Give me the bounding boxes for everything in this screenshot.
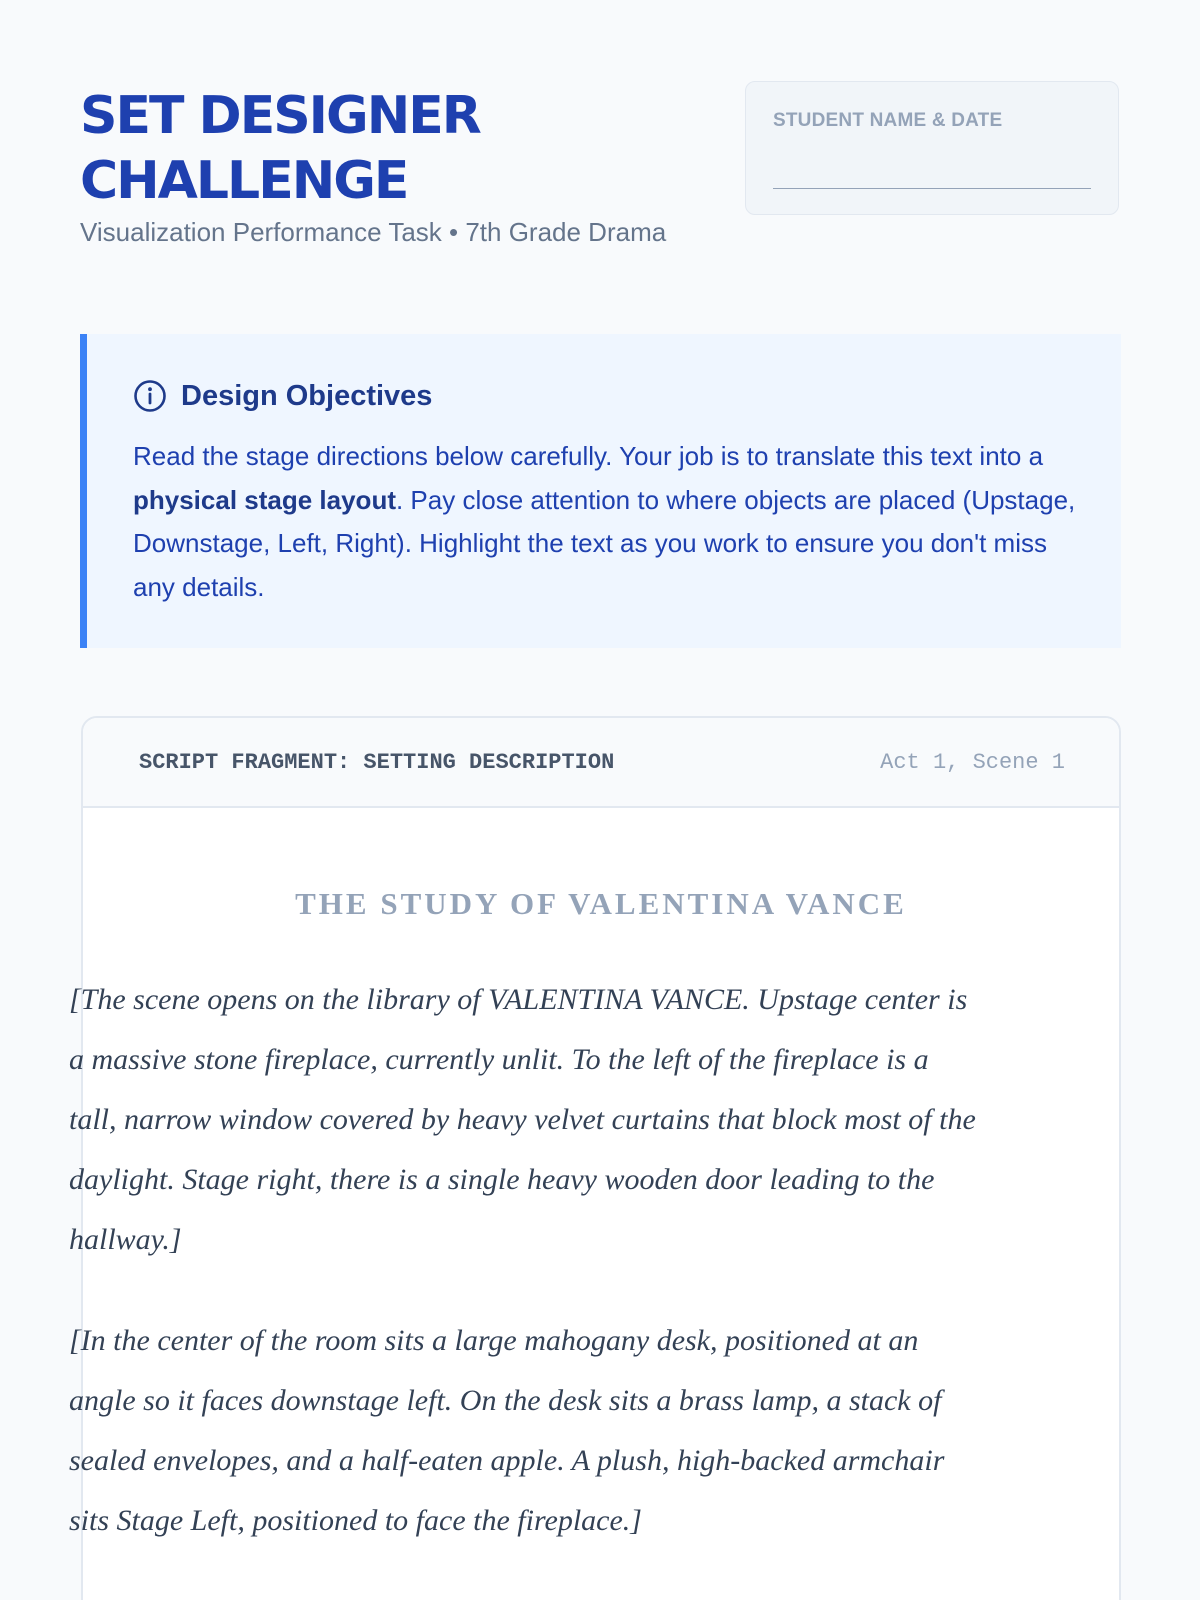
page-title-line-2: CHALLENGE — [80, 151, 408, 211]
page-title — [80, 84, 680, 214]
page-title-line-1: SET DESIGNER — [80, 86, 480, 146]
stage-direction-1: [The scene opens on the library of VALENTINA VANCE. Upstage center is a massive stone fireplace, currently unlit. To the left of the fireplace is a tall, narrow window covered by heavy velvet curtains that block most of the daylight. Stage right, there is a single heavy wooden door leading to the hallway.] — [69, 983, 976, 1256]
objectives-text-emphasis: physical stage layout — [133, 484, 396, 515]
design-objectives-text — [133, 435, 1083, 609]
design-objectives-title: Design Objectives — [181, 379, 433, 412]
student-name-date-label: STUDENT NAME & DATE — [773, 110, 1003, 131]
info-icon — [133, 379, 167, 413]
objectives-text-part-2: . Pay close attention to where objects are placed (Upstage, Downstage, Left, Right). Highlight the text as you work to ensure you don't miss any details. — [133, 484, 1076, 602]
page-subtitle: Visualization Performance Task • 7th Grade Drama — [80, 217, 667, 247]
stage-direction-2: [In the center of the room sits a large mahogany desk, positioned at an angle so it faces downstage left. On the desk sits a brass lamp, a stack of sealed envelopes, and a half-eaten apple. A plush, high-backed armchair sits Stage Left, positioned to face the fireplace.] — [69, 1324, 945, 1537]
script-fragment-label: SCRIPT FRAGMENT: SETTING DESCRIPTION — [139, 750, 615, 775]
scene-label: Act 1, Scene 1 — [880, 750, 1065, 775]
objectives-text-part-1: Read the stage directions below carefully. Your job is to translate this text into a — [133, 441, 1044, 471]
script-card-header — [83, 718, 1119, 808]
design-objectives-callout — [80, 334, 1121, 648]
student-name-date-line[interactable] — [773, 188, 1091, 189]
design-objectives-header — [133, 379, 432, 413]
student-name-date-box[interactable] — [745, 81, 1119, 215]
setting-title: THE STUDY OF VALENTINA VANCE — [295, 886, 907, 921]
